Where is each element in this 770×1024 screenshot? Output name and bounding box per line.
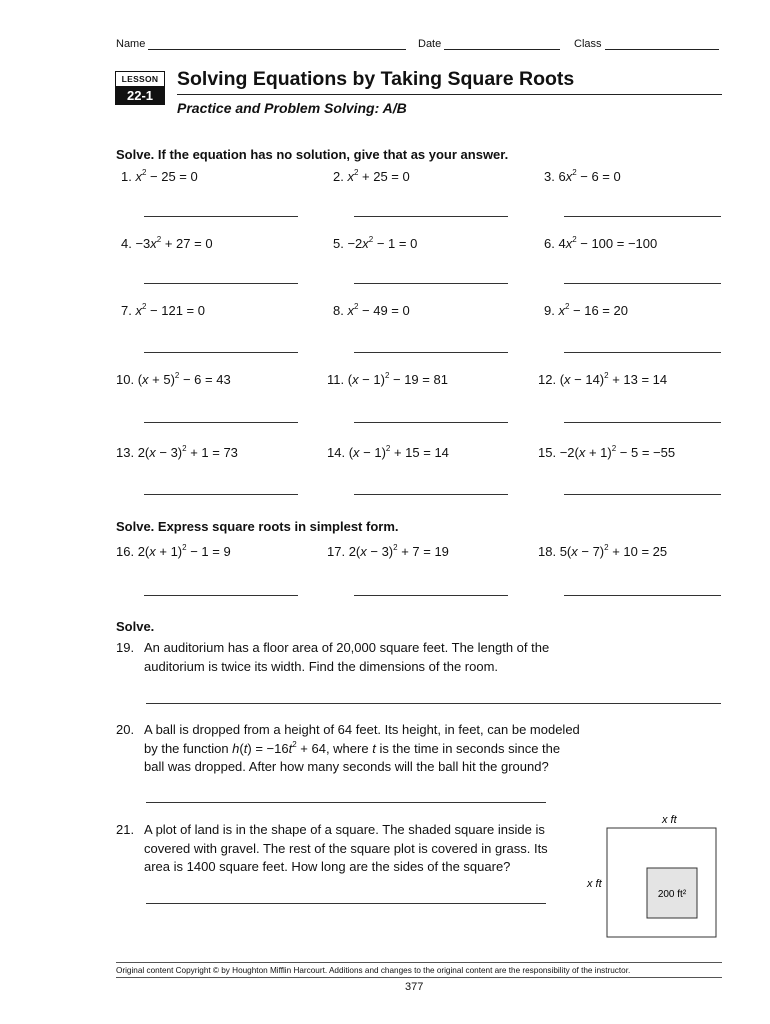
problem-9: 9. $x^2 - 16 = 20$	[544, 302, 628, 318]
answer-line-13[interactable]	[144, 494, 298, 495]
answer-line-18[interactable]	[564, 595, 721, 596]
section-2-instructions: Solve. Express square roots in simplest form.	[116, 519, 399, 534]
class-label: Class	[574, 38, 602, 50]
copyright-notice: Original content Copyright © by Houghton Mifflin Harcourt. Additions and changes to the original content are the responsibility of the instructor.	[116, 966, 631, 975]
answer-line-21[interactable]	[146, 903, 546, 904]
name-label: Name	[116, 38, 146, 50]
answer-line-17[interactable]	[354, 595, 508, 596]
problem-20-text: A ball is dropped from a height of 64 feet. Its height, in feet, can be modeled by the function $h(t) = -16t^2 + 64$, where t is the time in seconds since the ball was dropped. After how many seconds will the ball hit the ground?	[144, 722, 580, 774]
problem-4: 4. $-3x^2 + 27 = 0$	[121, 235, 213, 251]
page-subtitle: Practice and Problem Solving: A/B	[177, 100, 407, 116]
square-plot-diagram	[580, 808, 725, 943]
problem-5: 5. $-2x^2 - 1 = 0$	[333, 235, 418, 251]
problem-12: 12. $(x - 14)^2 + 13 = 14$	[538, 371, 668, 387]
answer-line-5[interactable]	[354, 283, 508, 284]
class-field[interactable]	[574, 38, 719, 50]
problem-3: 3. $6x^2 - 6 = 0$	[544, 168, 621, 184]
lesson-number: 22-1	[115, 87, 165, 105]
top-side-label: x ft	[662, 814, 677, 826]
lesson-badge	[115, 71, 165, 104]
title-divider	[177, 94, 722, 95]
answer-line-9[interactable]	[564, 352, 721, 353]
answer-line-7[interactable]	[144, 352, 298, 353]
answer-line-1[interactable]	[144, 216, 298, 217]
problem-11: 11. $(x - 1)^2 - 19 = 81$	[327, 371, 448, 387]
page-number: 377	[405, 981, 424, 993]
problem-16: 16. $2(x + 1)^2 - 1 = 9$	[116, 543, 231, 559]
problem-10: 10. $(x + 5)^2 - 6 = 43$	[116, 371, 231, 387]
section-1-instructions: Solve. If the equation has no solution, give that as your answer.	[116, 147, 509, 162]
name-line	[148, 38, 406, 50]
date-label: Date	[418, 38, 442, 50]
name-field[interactable]	[116, 38, 406, 50]
date-field[interactable]	[418, 38, 560, 50]
answer-line-8[interactable]	[354, 352, 508, 353]
problem-21-text: A plot of land is in the shape of a square. The shaded square inside is covered with gravel. The rest of the square plot is covered in grass. Its area is 1400 square feet. How long are the sides of the square?	[144, 822, 548, 874]
footer-rule-bottom	[116, 977, 722, 978]
problem-15: 15. $-2(x + 1)^2 - 5 = -55$	[538, 444, 676, 460]
problem-17: 17. $2(x - 3)^2 + 7 = 19$	[327, 543, 449, 559]
answer-line-4[interactable]	[144, 283, 298, 284]
answer-line-14[interactable]	[354, 494, 508, 495]
problem-2: 2. $x^2 + 25 = 0$	[333, 168, 410, 184]
answer-line-16[interactable]	[144, 595, 298, 596]
answer-line-11[interactable]	[354, 422, 508, 423]
problem-21-number: 21.	[116, 822, 135, 837]
problem-18: 18. $5(x - 7)^2 + 10 = 25$	[538, 543, 668, 559]
answer-line-20[interactable]	[146, 802, 546, 803]
inner-area-label: 200 ft²	[657, 889, 687, 900]
class-line	[605, 38, 719, 50]
problem-13: 13. $2(x - 3)^2 + 1 = 73$	[116, 444, 238, 460]
problem-14: 14. $(x - 1)^2 + 15 = 14$	[327, 444, 449, 460]
answer-line-3[interactable]	[564, 216, 721, 217]
date-line	[444, 38, 560, 50]
answer-line-15[interactable]	[564, 494, 721, 495]
problem-19-text: An auditorium has a floor area of 20,000 square feet. The length of the auditorium is twice its width. Find the dimensions of the room.	[144, 640, 550, 674]
problem-1: 1. $x^2 - 25 = 0$	[121, 168, 198, 184]
answer-line-10[interactable]	[144, 422, 298, 423]
answer-line-12[interactable]	[564, 422, 721, 423]
answer-line-19[interactable]	[146, 703, 721, 704]
problem-8: 8. $x^2 - 49 = 0$	[333, 302, 410, 318]
problem-7: 7. $x^2 - 121 = 0$	[121, 302, 205, 318]
problem-6: 6. $4x^2 - 100 = -100$	[544, 235, 658, 251]
answer-line-2[interactable]	[354, 216, 508, 217]
problem-20-number: 20.	[116, 722, 135, 737]
footer-rule-top	[116, 962, 722, 963]
lesson-label: LESSON	[115, 71, 165, 87]
left-side-label: x ft	[587, 878, 602, 890]
answer-line-6[interactable]	[564, 283, 721, 284]
section-3-instructions: Solve.	[116, 619, 155, 634]
page-title: Solving Equations by Taking Square Roots	[177, 68, 575, 90]
problem-19-number: 19.	[116, 640, 135, 655]
